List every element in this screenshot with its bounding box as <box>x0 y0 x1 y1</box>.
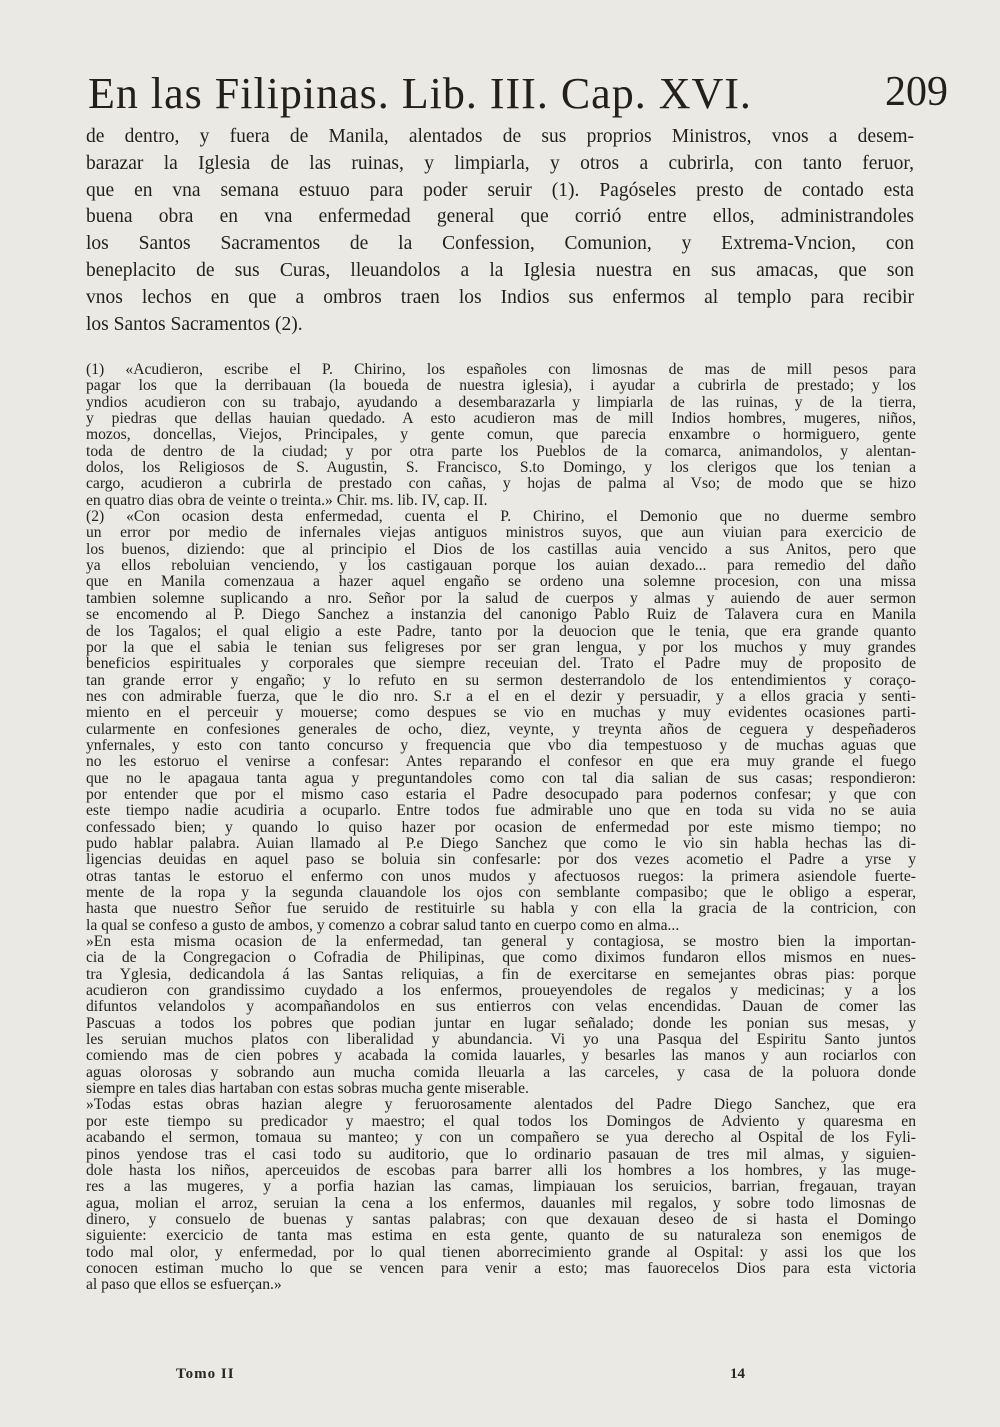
footnote-line: toda de dentro de la ciudad; y por otra parte los Pueblos de la comarca, animandolos, y alentan- <box>86 442 916 460</box>
text-line: beneplacito de sus Curas, lleuandolos a la Iglesia nuestra en sus amacas, que son <box>86 259 914 281</box>
running-title: En las Filipinas. Lib. III. Cap. XVI. <box>88 69 752 118</box>
footnote-line: al paso que ellos se esfuerçan.» <box>86 1276 282 1294</box>
footnote-line: aguas olorosas y sobrando aun mucha comida lleuarla a las carceles, y casa de la poluora donde <box>86 1063 916 1081</box>
footnote-line: cargo, acudieron a cubrirla de prestado con cañas, y hojas de palma al Vso; de modo que se hizo <box>86 475 916 493</box>
footnote-line: mozos, doncellas, Viejos, Principales, y gente comun, que parecia enxambre o hormiguero, gente <box>86 426 916 444</box>
footnote-line: (1) «Acudieron, escribe el P. Chirino, los españoles con limosnas de mas de mill pesos para <box>86 361 916 378</box>
footnote-line: ligencias deuidas en aquel paso se boluia sin confesarle: por dos vezes acometio el Padre a yrse y <box>86 851 916 869</box>
footnote-line: acudieron con grandissimo cuydado a los enfermos, proueyendoles de regalos y medicinas; y a los <box>86 982 916 1000</box>
footnote-line: mente de la ropa y la segunda clauandole los ojos con semblante compasibo; que le obligo a esperar, <box>86 884 916 901</box>
signature-mark: 14 <box>730 1366 745 1382</box>
footnote-line: de los Tagalos; el qual eligio a este Padre, tanto por la deuocion que le tenia, que era grande quanto <box>86 622 916 640</box>
footnote-line: agua, molian el arroz, seruian la cena a los enfermos, dauanles mil regalos, y sobre todo limosnas de <box>86 1194 916 1212</box>
text-line: los Santos Sacramentos de la Confession, Comunion, y Extrema-Vncion, con <box>86 233 914 255</box>
footnote-line: yndios acudieron con su trabajo, ayudando a desembarazarla y limpiarla de las ruinas, y de la tierra, <box>86 393 916 411</box>
text-line: los Santos Sacramentos (2). <box>86 313 303 335</box>
footnote-line: la qual se confeso a gusto de ambos, y comenzo a cobrar salud tanto en cuerpo como en alma... <box>86 916 680 934</box>
footnote-line: miento en el perceuir y mouerse; como despues se vio en muchas y muy evidentes ocasiones parti- <box>86 704 916 722</box>
footnote-line: tan grande error y engaño; y lo refuto en su sermon desterrandolo de los entendimientos y coraço- <box>86 671 916 689</box>
footnote-line: que en Manila comenzaua a hazer aquel engaño se ordeno una solemne procesion, con una missa <box>86 573 916 591</box>
footnote-line: les seruian muchos platos con liberalidad y abundancia. Vi yo una Pasqua del Espiritu Santo juntos <box>86 1031 916 1049</box>
footnote-line: pudo hablar palabra. Auian llamado al P.e Diego Sanchez que como le vio sin habla hechas las di- <box>86 834 916 852</box>
text-line: de dentro, y fuera de Manila, alentados de sus proprios Ministros, vnos a desem- <box>86 126 914 147</box>
footnote-line: en quatro dias obra de veinte o treinta.» Chir. ms. lib. IV, cap. II. <box>86 491 488 509</box>
footnote-line: pinos yendose tras el casi todo su auditorio, que lo ordinario pasauan de tres mil almas, y siguien- <box>86 1145 916 1163</box>
footnote-line: siempre en tales dias hartaban con estas sobras mucha gente miserable. <box>86 1080 529 1098</box>
footnote-line: todo mal olor, y enfermedad, por lo qual tienen aborrecimiento grande al Ospital: y assi los que los <box>86 1243 916 1261</box>
footnote-line: por la que el sabia le tenian sus feligreses por ser gran lengua, y por los muchos y muy grandes <box>86 638 916 656</box>
footnote-line: no les estoruo el venirse a confesar: Antes reparando el confesor en que era muy grande el fuego <box>86 753 916 771</box>
footnote-line: dinero, y consuelo de buenas y santas palabras; con que dexauan deseo de si hasta el Domingo <box>86 1210 916 1228</box>
page-number: 209 <box>885 69 948 115</box>
footnote-line: (2) «Con ocasion desta enfermedad, cuenta el P. Chirino, el Demonio que no duerme sembro <box>86 508 916 526</box>
footnote-line: tra Yglesia, dedicandola á las Santas reliquias, a fin de exercitarse en semejantes obras pias: porque <box>86 965 916 983</box>
footnote-line: Pascuas a todos los pobres que podian juntar en lugar señalado; donde les ponian sus mesas, y <box>86 1014 916 1032</box>
footnote-line: se encomendo al P. Diego Sanchez a instanzia del canonigo Pablo Ruiz de Talavera cura en Manila <box>86 606 916 624</box>
footnote-line: beneficios espirituales y corporales que siempre receuian del. Trato el Padre muy de proposito de <box>86 655 916 673</box>
footnote-line: cia de la Congregacion o Cofradia de Philipinas, que como diximos fundaron ellos mismos en nues- <box>86 949 916 967</box>
text-line: barazar la Iglesia de las ruinas, y limpiarla, y otros a cubrirla, con tanto feruor, <box>86 152 914 174</box>
page-footer <box>0 1366 1000 1390</box>
footnote-line: acabando el sermon, tomaua su manteo; y con un compañero se yua derecho al Ospital de los Fyli- <box>86 1129 916 1147</box>
footnote-line: cularmente en confesiones generales de ocho, diez, veynte, y treynta años de ceguera y despeñaderos <box>86 720 916 738</box>
main-text <box>86 124 914 338</box>
volume-label: Tomo II <box>176 1366 235 1382</box>
footnote-line: ynfernales, y esto con tanto concurso y frequencia que vbo dia tempestuoso y de muchas aguas que <box>86 736 916 754</box>
footnote-line: que no le apagaua tanta agua y preguntandoles como con tal dia salian de sus casas; respondieron: <box>86 769 916 787</box>
footnote-line: ya ellos reboluian venciendo, y los castigauan porque los auian dexado... para remedio del daño <box>86 557 916 575</box>
footnote-line: tambien solemne suplicando a nro. Señor por la salud de cuerpos y almas y auiendo de auer sermon <box>86 589 916 607</box>
text-line: vnos lechos en que a ombros traen los Indios sus enfermos al templo para recibir <box>86 286 914 308</box>
footnote-line: y piedras que dellas hauian quedado. A esto acudieron mas de mill Indios hombres, mugeres, niños, <box>86 410 916 428</box>
footnote-line: hasta que nuestro Señor fue seruido de restituirle su habla y con ella la gracia de la contricion, con <box>86 900 916 918</box>
text-line: que en vna semana estuuo para poder seruir (1). Pagóseles presto de contado esta <box>86 179 914 201</box>
footnote-line: un error por medio de infernales viejas antiguos ministros suyos, que aun viuian para exercicio de <box>86 524 916 542</box>
footnote-line: siguiente: exercicio de tanta mas estima en esta gente, quanto de su naturaleza son enemigos de <box>86 1227 916 1245</box>
text-line: buena obra en vna enfermedad general que corrió entre ellos, administrandoles <box>86 206 914 228</box>
footnote-line: este tiempo nadie acudiria a ocuparlo. Entre todos fue admirable uno que en toda su vida no se auia <box>86 802 916 820</box>
footnote-line: por este tiempo su predicador y maestro; el qual todos los Domingos de Adviento y quaresma en <box>86 1112 916 1130</box>
footnote-line: res a las mugeres, y a porfia hazian las camas, limpiauan los seruicios, barrian, fregauan, trayan <box>86 1178 916 1196</box>
footnote-line: »Todas estas obras hazian alegre y feruorosamente alentados del Padre Diego Sanchez, que era <box>86 1096 916 1114</box>
footnote-line: difuntos velandolos y acompañandolos en sus entierros con velas encendidas. Dauan de comer las <box>86 998 916 1016</box>
footnote-line: »En esta misma ocasion de la enfermedad, tan general y contagiosa, se mostro bien la importan- <box>86 933 916 951</box>
footnote-line: dole hasta los niños, aperceuidos de escobas para barrer alli los hombres a los hombres, y las muge- <box>86 1161 916 1179</box>
footnote-line: otras tantas le estoruo el enfermo con unos mudos y afectuosos ruegos: la primera asiendole fuerte- <box>86 867 916 885</box>
footnote-line: confessado bien; y quando lo quiso hazer por ocasion de enfermedad por este mismo tiempo; no <box>86 818 916 836</box>
footnote-line: nes con admirable fuerza, que le dio nro. S.r a el en el dezir y persuadir, y a ellos gracia y senti- <box>86 687 916 705</box>
footnote-line: por entender que por el mismo caso estaria el Padre desocupado para podernos confesar; y que con <box>86 785 916 803</box>
footnote-line: comiendo mas de cien pobres y acabada la comida lauarles, y besarles las manos y aun rociarlos con <box>86 1047 916 1065</box>
page-header <box>88 68 948 118</box>
footnote-line: los buenos, diziendo: que al principio el Dios de los castillas auia vencido a sus Anitos, pero que <box>86 540 916 558</box>
footnotes <box>86 362 916 1294</box>
footnote-line: conocen estiman mucho lo que se vencen para venir a esto; mas fauorecelos Dios para esta victoria <box>86 1259 916 1277</box>
footnote-line: dolos, los Religiosos de S. Augustin, S. Francisco, S.to Domingo, y los clerigos que los tenian a <box>86 459 916 477</box>
footnote-line: pagar los que la derribauan (la boueda de nuestra iglesia), i ayudar a cubrirla de prestado; y los <box>86 377 916 395</box>
